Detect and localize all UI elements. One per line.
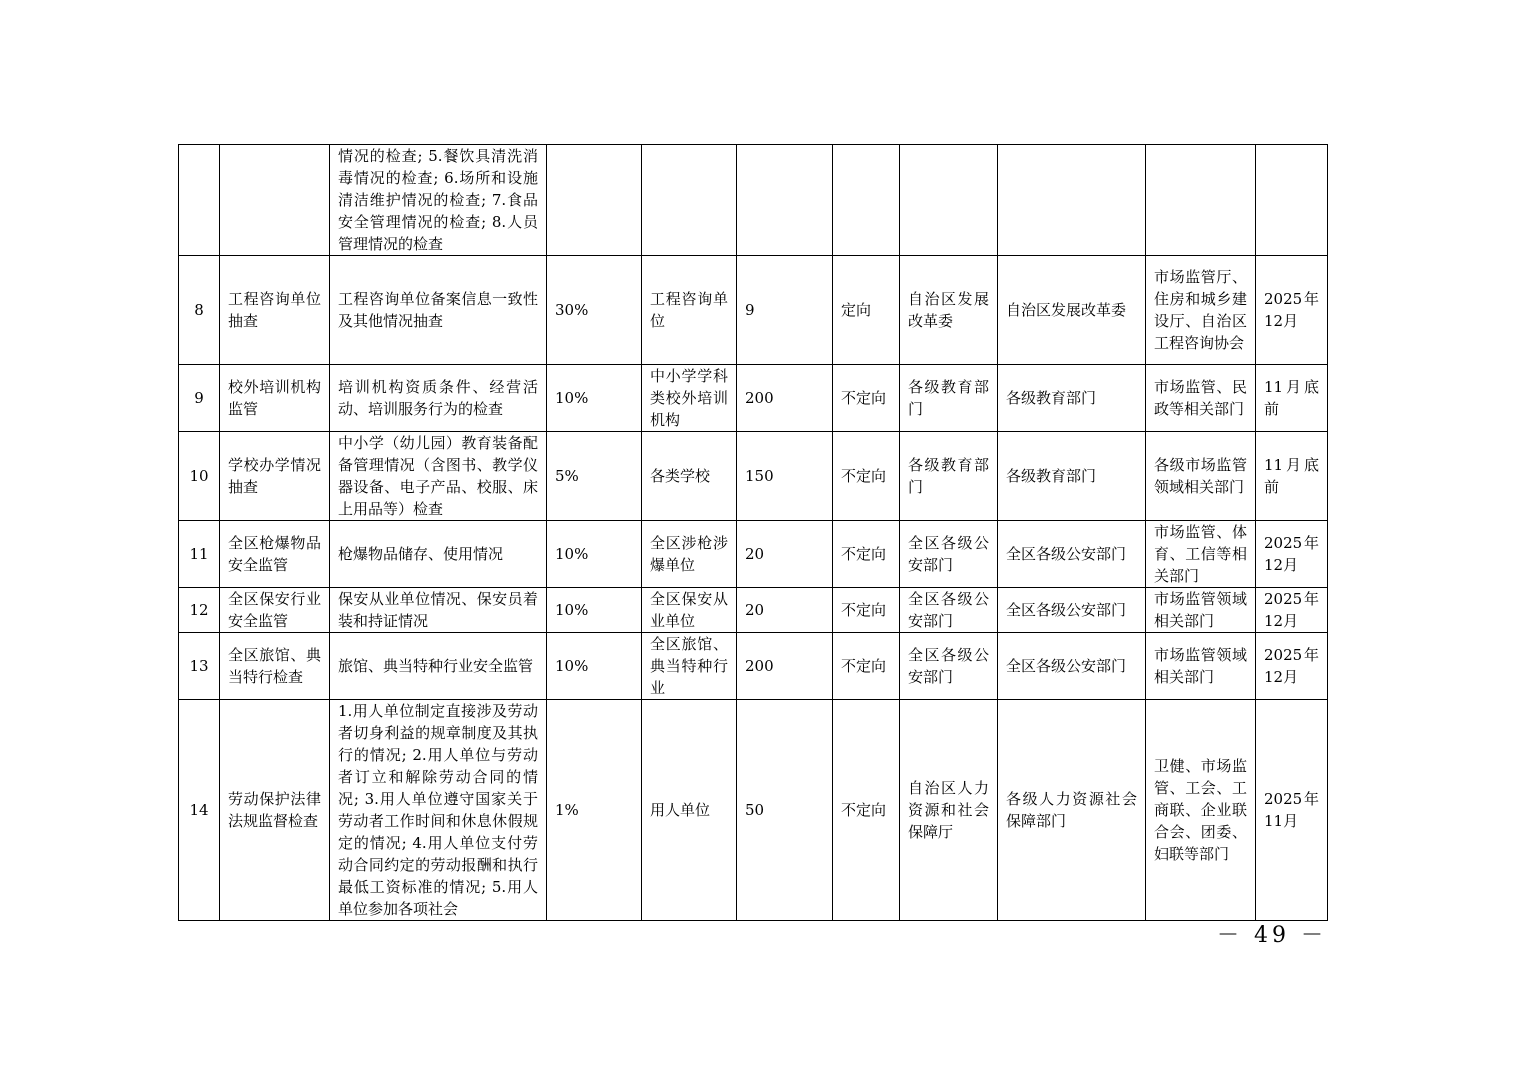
object-count-cell: 9 — [737, 256, 833, 365]
page-number: － 49 － — [1217, 923, 1327, 948]
inspection-table — [178, 144, 1328, 921]
object-count-cell: 20 — [737, 588, 833, 633]
check-content-cell: 培训机构资质条件、经营活动、培训服务行为的检查 — [330, 365, 547, 432]
check-content-cell: 情况的检查; 5.餐饮具清洗消毒情况的检查; 6.场所和设施清洁维护情况的检查; 7.食品安全管理情况的检查; 8.人员管理情况的检查 — [330, 145, 547, 256]
check-content-cell: 保安从业单位情况、保安员着装和持证情况 — [330, 588, 547, 633]
completion-time-cell: 11月底前 — [1256, 365, 1328, 432]
cooperating-department-cell — [1146, 145, 1256, 256]
table-row — [179, 588, 1328, 633]
sampling-ratio-cell: 10% — [547, 521, 642, 588]
lead-department-cell: 自治区人力资源和社会保障厅 — [900, 700, 998, 921]
lead-department-cell: 自治区发展改革委 — [900, 256, 998, 365]
sampling-ratio-cell: 5% — [547, 432, 642, 521]
row-number: 9 — [179, 365, 220, 432]
implementing-department-cell: 各级教育部门 — [998, 365, 1146, 432]
cooperating-department-cell: 市场监管领域相关部门 — [1146, 588, 1256, 633]
check-object-cell: 各类学校 — [642, 432, 737, 521]
row-number: 8 — [179, 256, 220, 365]
completion-time-cell: 2025年12月 — [1256, 521, 1328, 588]
object-count-cell — [737, 145, 833, 256]
lead-department-cell: 各级教育部门 — [900, 365, 998, 432]
check-content-cell: 1.用人单位制定直接涉及劳动者切身利益的规章制度及其执行的情况; 2.用人单位与劳动者订立和解除劳动合同的情况; 3.用人单位遵守国家关于劳动者工作时间和休息休假规定的情况; 4.用人单位支付劳动合同约定的劳动报酬和执行最低工资标准的情况; 5.用人单位参加各项社会 — [330, 700, 547, 921]
cooperating-department-cell: 市场监管领域相关部门 — [1146, 633, 1256, 700]
implementing-department-cell: 全区各级公安部门 — [998, 588, 1146, 633]
lead-department-cell: 全区各级公安部门 — [900, 588, 998, 633]
table-row — [179, 432, 1328, 521]
check-object-cell: 用人单位 — [642, 700, 737, 921]
item-name-cell: 工程咨询单位抽查 — [220, 256, 330, 365]
sampling-ratio-cell: 10% — [547, 633, 642, 700]
table-row — [179, 145, 1328, 256]
sampling-method-cell — [833, 145, 900, 256]
cooperating-department-cell: 各级市场监管领域相关部门 — [1146, 432, 1256, 521]
object-count-cell: 20 — [737, 521, 833, 588]
object-count-cell: 50 — [737, 700, 833, 921]
sampling-method-cell: 不定向 — [833, 432, 900, 521]
lead-department-cell — [900, 145, 998, 256]
cooperating-department-cell: 市场监管、体育、工信等相关部门 — [1146, 521, 1256, 588]
check-content-cell: 枪爆物品储存、使用情况 — [330, 521, 547, 588]
object-count-cell: 200 — [737, 633, 833, 700]
check-object-cell: 工程咨询单位 — [642, 256, 737, 365]
table-body — [179, 145, 1328, 921]
item-name-cell: 学校办学情况抽查 — [220, 432, 330, 521]
implementing-department-cell: 自治区发展改革委 — [998, 256, 1146, 365]
check-object-cell: 中小学学科类校外培训机构 — [642, 365, 737, 432]
implementing-department-cell: 全区各级公安部门 — [998, 521, 1146, 588]
sampling-method-cell: 定向 — [833, 256, 900, 365]
check-object-cell: 全区旅馆、典当特种行业 — [642, 633, 737, 700]
cooperating-department-cell: 市场监管厅、住房和城乡建设厅、自治区工程咨询协会 — [1146, 256, 1256, 365]
row-number: 13 — [179, 633, 220, 700]
item-name-cell: 全区保安行业安全监管 — [220, 588, 330, 633]
sampling-ratio-cell: 30% — [547, 256, 642, 365]
check-object-cell — [642, 145, 737, 256]
sampling-method-cell: 不定向 — [833, 588, 900, 633]
sampling-method-cell: 不定向 — [833, 633, 900, 700]
completion-time-cell: 11月底前 — [1256, 432, 1328, 521]
item-name-cell: 校外培训机构监管 — [220, 365, 330, 432]
row-number — [179, 145, 220, 256]
check-content-cell: 旅馆、典当特种行业安全监管 — [330, 633, 547, 700]
table-row — [179, 521, 1328, 588]
object-count-cell: 150 — [737, 432, 833, 521]
check-object-cell: 全区涉枪涉爆单位 — [642, 521, 737, 588]
check-object-cell: 全区保安从业单位 — [642, 588, 737, 633]
sampling-ratio-cell: 10% — [547, 365, 642, 432]
sampling-method-cell: 不定向 — [833, 365, 900, 432]
completion-time-cell: 2025年12月 — [1256, 633, 1328, 700]
row-number: 10 — [179, 432, 220, 521]
lead-department-cell: 各级教育部门 — [900, 432, 998, 521]
lead-department-cell: 全区各级公安部门 — [900, 633, 998, 700]
cooperating-department-cell: 卫健、市场监管、工会、工商联、企业联合会、团委、妇联等部门 — [1146, 700, 1256, 921]
check-content-cell: 中小学（幼儿园）教育装备配备管理情况（含图书、教学仪器设备、电子产品、校服、床上用品等）检查 — [330, 432, 547, 521]
object-count-cell: 200 — [737, 365, 833, 432]
sampling-method-cell: 不定向 — [833, 700, 900, 921]
lead-department-cell: 全区各级公安部门 — [900, 521, 998, 588]
row-number: 14 — [179, 700, 220, 921]
item-name-cell: 劳动保护法律法规监督检查 — [220, 700, 330, 921]
table-row — [179, 700, 1328, 921]
completion-time-cell: 2025年11月 — [1256, 700, 1328, 921]
row-number: 12 — [179, 588, 220, 633]
check-content-cell: 工程咨询单位备案信息一致性及其他情况抽查 — [330, 256, 547, 365]
item-name-cell — [220, 145, 330, 256]
item-name-cell: 全区旅馆、典当特行检查 — [220, 633, 330, 700]
implementing-department-cell: 全区各级公安部门 — [998, 633, 1146, 700]
sampling-ratio-cell: 10% — [547, 588, 642, 633]
table-row — [179, 633, 1328, 700]
completion-time-cell: 2025年12月 — [1256, 256, 1328, 365]
completion-time-cell: 2025年12月 — [1256, 588, 1328, 633]
cooperating-department-cell: 市场监管、民政等相关部门 — [1146, 365, 1256, 432]
row-number: 11 — [179, 521, 220, 588]
table-row — [179, 365, 1328, 432]
sampling-method-cell: 不定向 — [833, 521, 900, 588]
sampling-ratio-cell — [547, 145, 642, 256]
table-row — [179, 256, 1328, 365]
implementing-department-cell — [998, 145, 1146, 256]
implementing-department-cell: 各级人力资源社会保障部门 — [998, 700, 1146, 921]
sampling-ratio-cell: 1% — [547, 700, 642, 921]
completion-time-cell — [1256, 145, 1328, 256]
item-name-cell: 全区枪爆物品安全监管 — [220, 521, 330, 588]
implementing-department-cell: 各级教育部门 — [998, 432, 1146, 521]
